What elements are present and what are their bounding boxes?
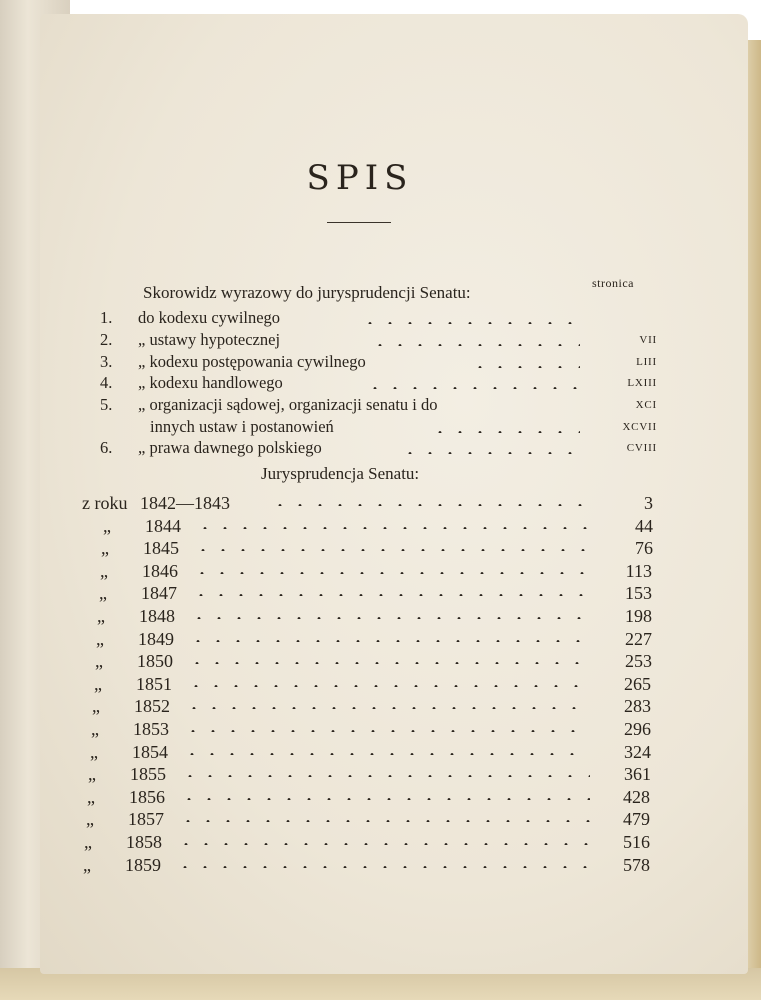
index-item-page: XCVII <box>622 421 657 433</box>
year-row <box>0 516 761 539</box>
index-item-number: 3. <box>100 352 113 371</box>
index-item-text: „ kodexu postępowania cywilnego <box>138 352 366 371</box>
dot-leader <box>193 549 590 551</box>
year-prefix: z roku <box>82 493 128 513</box>
ditto-mark: „ <box>94 673 102 694</box>
dot-leader <box>179 798 590 800</box>
year-label: 1845 <box>143 538 179 559</box>
dot-leader <box>180 775 590 777</box>
ditto-mark: „ <box>88 764 96 785</box>
index-item-number: 6. <box>100 438 113 457</box>
ditto-mark: „ <box>86 809 94 830</box>
ditto-mark: „ <box>103 515 111 536</box>
dot-leader <box>186 685 590 687</box>
year-page: 516 <box>623 832 650 852</box>
dot-leader <box>189 617 590 619</box>
year-row <box>0 832 761 855</box>
dot-leader <box>360 322 580 324</box>
ditto-mark: „ <box>83 854 91 875</box>
index-item-number: 2. <box>100 330 113 349</box>
year-page: 361 <box>624 764 651 785</box>
index-item <box>0 373 761 395</box>
year-page: 324 <box>624 741 651 762</box>
year-row <box>0 809 761 832</box>
year-label: 1854 <box>132 741 168 762</box>
index-item-text: do kodexu cywilnego <box>138 308 281 327</box>
dot-leader <box>188 640 590 642</box>
ditto-mark: „ <box>87 786 95 807</box>
year-page: 44 <box>635 515 653 536</box>
dot-leader <box>365 387 580 389</box>
ditto-mark: „ <box>100 560 108 581</box>
year-row <box>0 583 761 606</box>
dot-leader <box>175 866 590 868</box>
index-item-number: 1. <box>100 308 113 327</box>
index-heading: Skorowidz wyrazowy do jurysprudencji Senatu: <box>143 283 471 302</box>
page-column-label: stronica <box>592 276 634 290</box>
dot-leader <box>183 730 590 732</box>
dot-leader <box>430 431 580 433</box>
year-label: 1844 <box>145 515 181 536</box>
year-row <box>0 674 761 697</box>
year-row <box>0 764 761 787</box>
year-row <box>0 787 761 810</box>
dot-leader <box>470 366 580 368</box>
year-label: 1857 <box>128 809 164 830</box>
dot-leader <box>270 504 590 506</box>
jurisprudence-heading: Jurysprudencja Senatu: <box>261 464 420 483</box>
year-row <box>0 651 761 674</box>
index-item-text: „ organizacji sądowej, organizacji senatu i do <box>138 395 438 414</box>
ditto-mark: „ <box>84 832 92 852</box>
year-label: 1849 <box>138 628 174 649</box>
year-page: 3 <box>644 493 653 513</box>
year-label: 1859 <box>125 854 161 875</box>
index-item <box>0 352 761 374</box>
index-item-text: innych ustaw i postanowień <box>150 417 334 436</box>
year-label: 1848 <box>139 606 175 626</box>
year-label: 1851 <box>136 673 172 694</box>
year-row <box>0 719 761 742</box>
year-page: 428 <box>623 786 650 807</box>
index-item <box>0 417 761 439</box>
year-row <box>0 538 761 561</box>
ditto-mark: „ <box>90 741 98 762</box>
dot-leader <box>191 594 590 596</box>
year-label: 1852 <box>134 696 170 717</box>
year-label: 1850 <box>137 651 173 672</box>
title-divider <box>327 222 391 223</box>
index-item <box>0 330 761 352</box>
dot-leader <box>195 527 590 529</box>
year-page: 76 <box>635 538 653 559</box>
index-item-text: „ ustawy hypotecznej <box>138 330 281 349</box>
index-item <box>0 395 761 417</box>
year-row <box>0 606 761 629</box>
year-page: 227 <box>625 628 652 649</box>
dot-leader <box>400 452 580 454</box>
index-item-text: „ prawa dawnego polskiego <box>138 438 322 457</box>
page-title: SPIS <box>306 158 414 198</box>
year-label: 1856 <box>129 786 165 807</box>
year-label: 1858 <box>126 832 162 852</box>
ditto-mark: „ <box>99 583 107 604</box>
year-row <box>0 742 761 765</box>
index-item-page: VII <box>639 334 657 346</box>
index-item-page: LIII <box>636 356 657 368</box>
year-page: 479 <box>623 809 650 830</box>
year-page: 296 <box>624 719 651 739</box>
dot-leader <box>182 753 590 755</box>
year-row <box>0 855 761 878</box>
year-label: 1853 <box>133 719 169 739</box>
year-row <box>0 629 761 652</box>
dot-leader <box>184 707 590 709</box>
dot-leader <box>192 572 590 574</box>
dot-leader <box>187 662 590 664</box>
ditto-mark: „ <box>92 696 100 717</box>
year-row <box>0 561 761 584</box>
index-item-number: 5. <box>100 395 113 414</box>
ditto-mark: „ <box>97 606 105 626</box>
year-label: 1842—1843 <box>140 493 230 513</box>
index-item-number: 4. <box>100 373 113 392</box>
index-item-text: „ kodexu handlowego <box>138 373 283 392</box>
dot-leader <box>370 344 580 346</box>
year-row <box>0 493 761 516</box>
year-label: 1846 <box>142 560 178 581</box>
year-page: 198 <box>625 606 652 626</box>
year-page: 113 <box>625 560 652 581</box>
year-page: 153 <box>625 583 652 604</box>
index-item-page: XCI <box>635 399 657 411</box>
ditto-mark: „ <box>96 628 104 649</box>
index-item-page: CVIII <box>626 442 657 454</box>
year-page: 265 <box>624 673 651 694</box>
index-item <box>0 438 761 460</box>
dot-leader <box>178 820 590 822</box>
year-page: 253 <box>625 651 652 672</box>
index-item-page: LXIII <box>627 377 657 389</box>
ditto-mark: „ <box>95 651 103 672</box>
year-row <box>0 696 761 719</box>
ditto-mark: „ <box>91 719 99 739</box>
year-page: 283 <box>624 696 651 717</box>
year-label: 1855 <box>130 764 166 785</box>
year-page: 578 <box>623 854 650 875</box>
ditto-mark: „ <box>101 538 109 559</box>
index-item <box>0 308 761 330</box>
year-label: 1847 <box>141 583 177 604</box>
dot-leader <box>176 843 590 845</box>
